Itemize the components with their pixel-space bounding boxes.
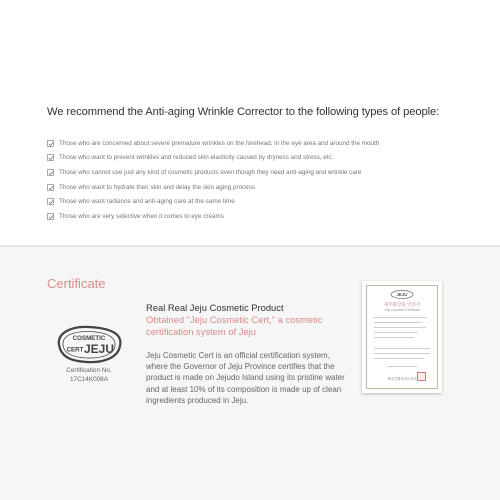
list-item — [47, 194, 379, 209]
obtained-statement: Obtained "Jeju Cosmetic Cert," a cosmetic certification system of Jeju — [146, 314, 323, 337]
document-text-line — [374, 348, 430, 349]
cosmetic-cert-jeju-logo — [53, 323, 125, 365]
checkbox-icon — [47, 213, 54, 220]
list-item-text: Those who cannot use just any kind of cosmetic products even though they need anti-aging and wrinkle care — [59, 168, 362, 176]
logo-text-jeju: JEJU — [83, 342, 115, 356]
certificate-document-image — [362, 281, 442, 393]
checkbox-icon — [47, 198, 54, 205]
list-item-text: Those who are very selective when it comes to eye creams — [59, 212, 224, 220]
seal-stamp-icon — [417, 372, 426, 381]
list-item — [47, 151, 379, 166]
certification-number-label: Certification No. — [66, 367, 112, 374]
document-text-line — [374, 358, 424, 359]
document-text-line — [374, 332, 418, 333]
document-text-line — [387, 366, 417, 367]
recommend-heading: We recommend the Anti-aging Wrinkle Corrector to the following types of people: — [47, 106, 440, 118]
document-text-line — [374, 322, 422, 323]
document-text-line — [374, 337, 414, 338]
document-logo-text: JEJU — [396, 292, 408, 298]
list-item-text: Those who are concerned about severe premature wrinkles on the forehead, in the eye area and around the mouth — [59, 139, 380, 147]
certificate-title: Certificate — [47, 276, 106, 291]
logo-text-cert: CERT — [66, 346, 84, 354]
recommend-list — [47, 136, 379, 224]
logo-text-cosmetic: COSMETIC — [72, 335, 106, 342]
document-subtitle: Jeju Cosmetic Certificate — [384, 308, 420, 312]
list-item-text: Those who want to hydrate their skin and delay the skin aging process — [59, 183, 256, 191]
document-footer: 제주특별자치도지사 — [387, 377, 417, 381]
certification-description: Jeju Cosmetic Cert is an official certification system, where the Governor of Jeju Province certifies that the product is made on Jejudo Island using its pristine water and at least 10% of its composition is made up of clean ingredients produced in Jeju. — [146, 351, 345, 405]
document-text-line — [374, 327, 426, 328]
checkbox-icon — [47, 184, 54, 191]
certification-number-value: 17C14K008A — [69, 376, 109, 383]
list-item — [47, 165, 379, 180]
document-title: 제주화장품 인증서 — [383, 302, 421, 307]
checkbox-icon — [47, 140, 54, 147]
document-logo-icon — [390, 290, 414, 299]
recommend-section — [0, 0, 500, 245]
list-item — [47, 209, 379, 224]
document-text-line — [374, 353, 430, 354]
document-text-line — [374, 317, 426, 318]
list-item — [47, 136, 379, 151]
checkbox-icon — [47, 169, 54, 176]
checkbox-icon — [47, 154, 54, 161]
list-item-text: Those who want radiance and anti-aging care at the same time — [59, 198, 235, 206]
list-item-text: Those who want to prevent wrinkles and reduced skin elasticity caused by dryness and stress, etc. — [59, 154, 334, 162]
product-name: Real Real Jeju Cosmetic Product — [146, 302, 284, 313]
list-item — [47, 180, 379, 195]
